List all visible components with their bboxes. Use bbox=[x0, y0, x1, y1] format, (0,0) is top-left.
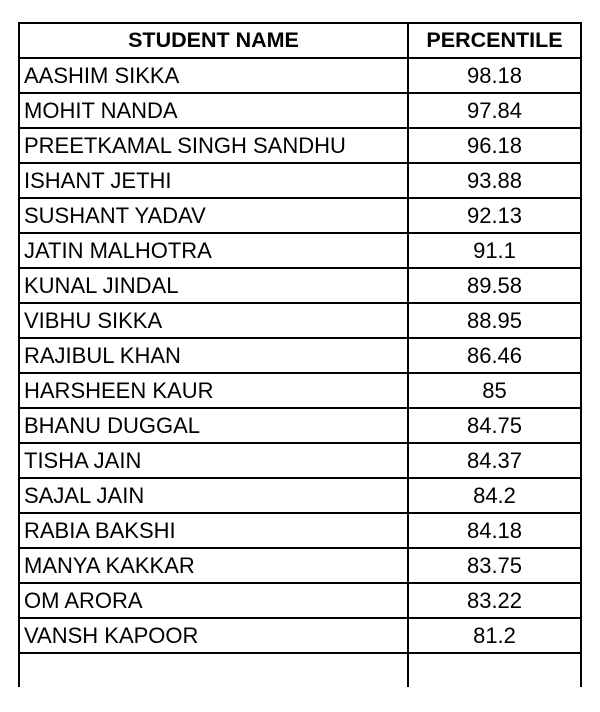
percentile-cell: 84.18 bbox=[408, 513, 581, 548]
student-name-cell: MOHIT NANDA bbox=[19, 93, 408, 128]
table-row bbox=[19, 58, 581, 93]
table-row bbox=[19, 128, 581, 163]
percentile-cell: 97.84 bbox=[408, 93, 581, 128]
percentile-cell: 81.2 bbox=[408, 618, 581, 653]
table-row bbox=[19, 478, 581, 513]
percentile-cell: 89.58 bbox=[408, 268, 581, 303]
student-name-cell: SUSHANT YADAV bbox=[19, 198, 408, 233]
student-name-cell: SAJAL JAIN bbox=[19, 478, 408, 513]
student-name-cell: OM ARORA bbox=[19, 583, 408, 618]
student-name-cell: MANYA KAKKAR bbox=[19, 548, 408, 583]
percentile-cell: 83.22 bbox=[408, 583, 581, 618]
student-name-cell: JATIN MALHOTRA bbox=[19, 233, 408, 268]
percentile-cell: 84.75 bbox=[408, 408, 581, 443]
table-row bbox=[19, 198, 581, 233]
table-row bbox=[19, 408, 581, 443]
percentile-cell: 98.18 bbox=[408, 58, 581, 93]
student-name-cell: RABIA BAKSHI bbox=[19, 513, 408, 548]
table-row bbox=[19, 93, 581, 128]
table-row-partial bbox=[19, 653, 581, 687]
student-name-cell: KUNAL JINDAL bbox=[19, 268, 408, 303]
student-name-cell: HARSHEEN KAUR bbox=[19, 373, 408, 408]
student-name-cell: AASHIM SIKKA bbox=[19, 58, 408, 93]
table-row bbox=[19, 373, 581, 408]
table-row bbox=[19, 618, 581, 653]
percentile-table bbox=[18, 22, 582, 687]
percentile-cell: 91.1 bbox=[408, 233, 581, 268]
table-row bbox=[19, 583, 581, 618]
table-row bbox=[19, 233, 581, 268]
table-row bbox=[19, 443, 581, 478]
student-name-cell: PREETKAMAL SINGH SANDHU bbox=[19, 128, 408, 163]
percentile-cell: 86.46 bbox=[408, 338, 581, 373]
percentile-cell: 83.75 bbox=[408, 548, 581, 583]
results-sheet bbox=[18, 22, 580, 712]
percentile-cell: 88.95 bbox=[408, 303, 581, 338]
student-name-cell: VANSH KAPOOR bbox=[19, 618, 408, 653]
student-name-header: STUDENT NAME bbox=[19, 23, 408, 58]
student-name-cell: TISHA JAIN bbox=[19, 443, 408, 478]
table-row bbox=[19, 268, 581, 303]
student-name-cell: RAJIBUL KHAN bbox=[19, 338, 408, 373]
table-header-row bbox=[19, 23, 581, 58]
table-row bbox=[19, 338, 581, 373]
table-row bbox=[19, 548, 581, 583]
percentile-cell: 96.18 bbox=[408, 128, 581, 163]
student-name-cell: VIBHU SIKKA bbox=[19, 303, 408, 338]
percentile-cell: 92.13 bbox=[408, 198, 581, 233]
table-row bbox=[19, 163, 581, 198]
empty-cell bbox=[19, 653, 408, 687]
percentile-cell: 93.88 bbox=[408, 163, 581, 198]
empty-cell bbox=[408, 653, 581, 687]
percentile-cell: 84.2 bbox=[408, 478, 581, 513]
student-name-cell: ISHANT JETHI bbox=[19, 163, 408, 198]
table-row bbox=[19, 303, 581, 338]
table-row bbox=[19, 513, 581, 548]
percentile-cell: 85 bbox=[408, 373, 581, 408]
student-name-cell: BHANU DUGGAL bbox=[19, 408, 408, 443]
percentile-header: PERCENTILE bbox=[408, 23, 581, 58]
percentile-cell: 84.37 bbox=[408, 443, 581, 478]
